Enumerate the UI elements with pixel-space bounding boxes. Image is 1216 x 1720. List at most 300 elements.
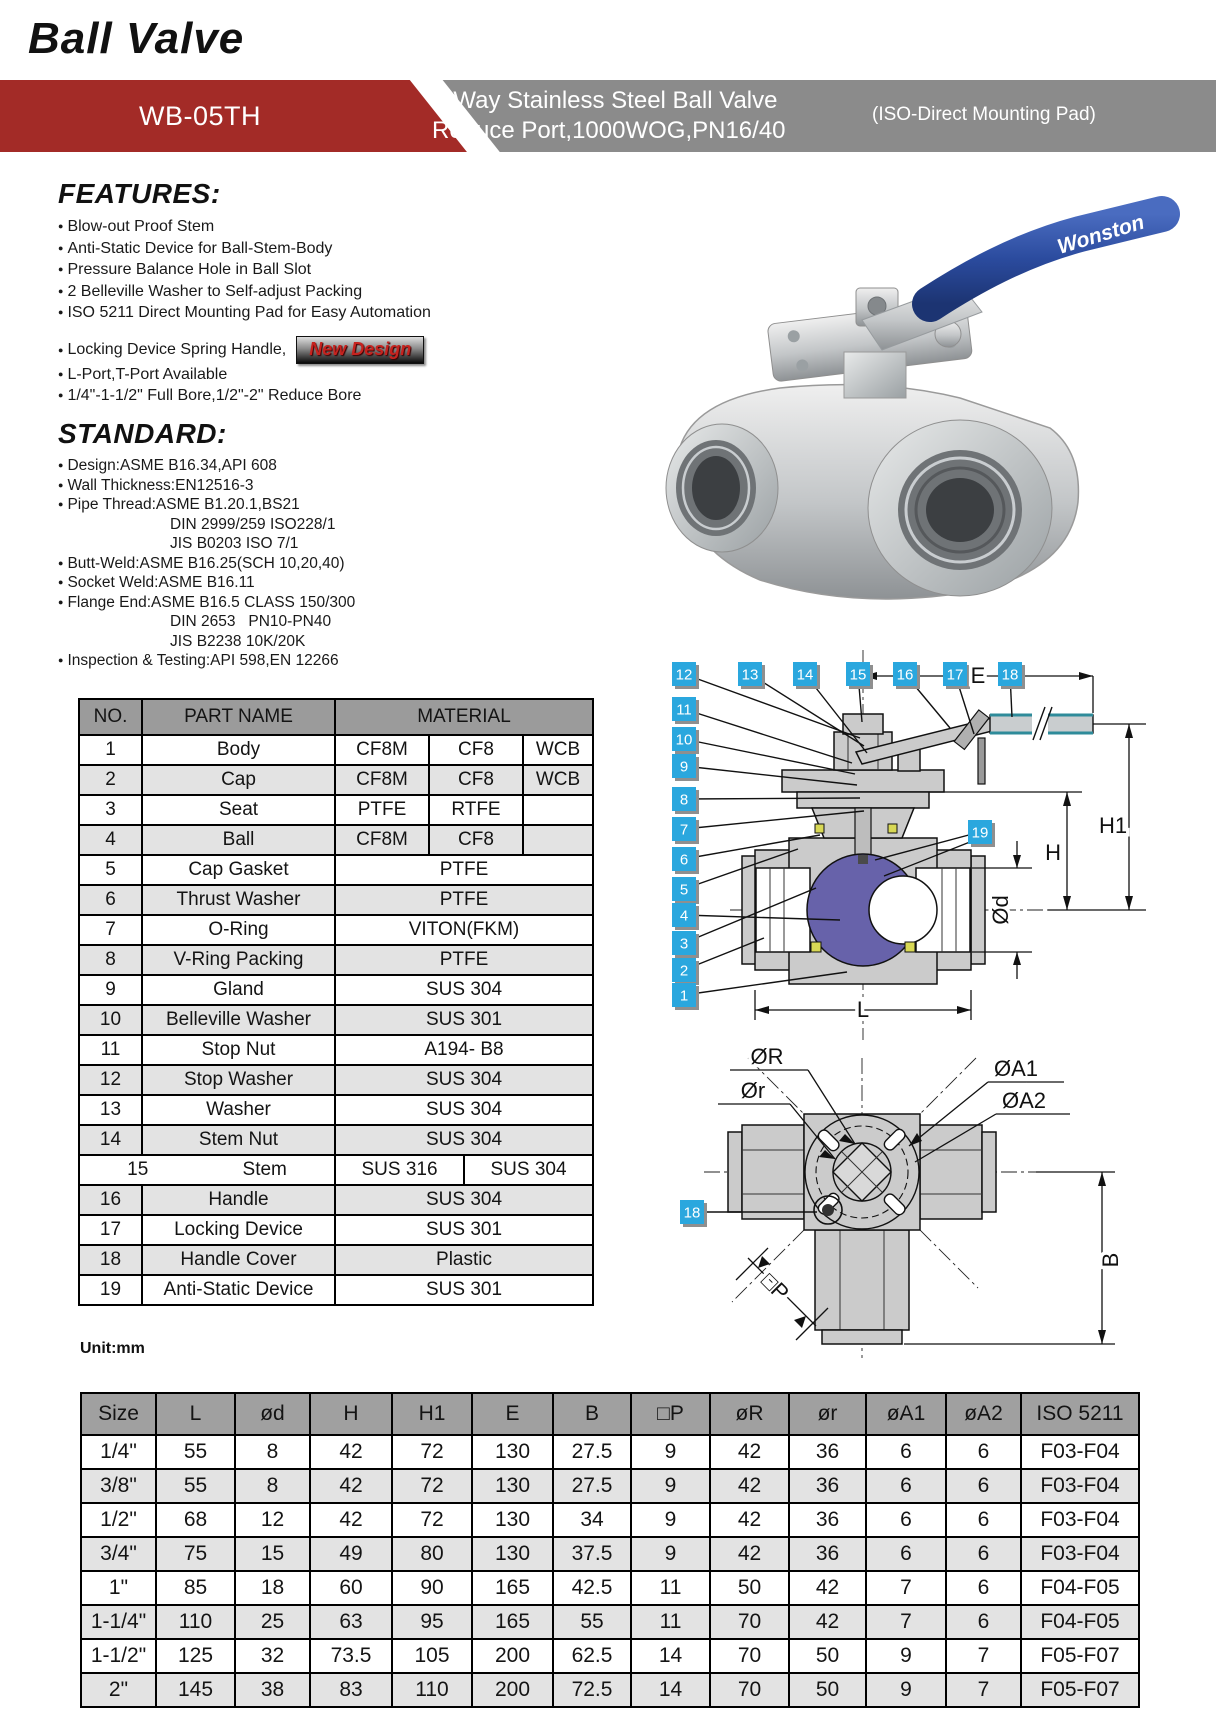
dims-cell: 6 bbox=[866, 1469, 946, 1503]
dims-header-cell: Size bbox=[81, 1393, 156, 1435]
ball-bore bbox=[869, 876, 937, 944]
diagram-callout: 9 bbox=[679, 758, 689, 776]
diagram-callout: 1 bbox=[679, 987, 689, 1005]
features-list bbox=[58, 216, 558, 324]
parts-cell: 17 bbox=[79, 1215, 142, 1245]
dims-cell: F04-F05 bbox=[1021, 1605, 1139, 1639]
parts-material-cell bbox=[335, 975, 593, 1005]
list-item: ● Blow-out Proof Stem bbox=[58, 216, 558, 238]
dims-cell: 72 bbox=[392, 1435, 472, 1469]
material-segment: Plastic bbox=[436, 1249, 492, 1270]
list-item: ● Pressure Balance Hole in Ball Slot bbox=[58, 259, 558, 281]
dims-cell: 95 bbox=[392, 1605, 472, 1639]
dims-header-cell: ISO 5211 bbox=[1021, 1393, 1139, 1435]
product-photo bbox=[630, 192, 1216, 604]
parts-material-cell bbox=[335, 765, 593, 795]
dims-cell: 63 bbox=[310, 1605, 392, 1639]
dims-cell: 80 bbox=[392, 1537, 472, 1571]
dims-cell: 7 bbox=[866, 1605, 946, 1639]
dims-cell: F05-F07 bbox=[1021, 1673, 1139, 1707]
parts-cell: 6 bbox=[79, 885, 142, 915]
dims-header-cell: H bbox=[310, 1393, 392, 1435]
parts-row bbox=[79, 1185, 593, 1215]
list-item: ● Wall Thickness:EN12516-3 bbox=[58, 476, 598, 496]
dims-cell: 1/4" bbox=[81, 1435, 156, 1469]
dims-cell: 3/4" bbox=[81, 1537, 156, 1571]
dims-cell: 9 bbox=[866, 1639, 946, 1673]
parts-material-cell bbox=[335, 1155, 593, 1185]
dims-cell: 42 bbox=[310, 1469, 392, 1503]
list-item: ● Design:ASME B16.34,API 608 bbox=[58, 456, 598, 476]
parts-header-row bbox=[79, 699, 593, 735]
dims-cell: 50 bbox=[710, 1571, 789, 1605]
parts-row bbox=[79, 945, 593, 975]
parts-row bbox=[79, 855, 593, 885]
parts-cell: 18 bbox=[79, 1245, 142, 1275]
parts-cell: 1 bbox=[79, 735, 142, 765]
material-segment: SUS 301 bbox=[425, 1219, 503, 1240]
product-description bbox=[432, 86, 786, 146]
dims-cell: 25 bbox=[235, 1605, 310, 1639]
dims-cell: 130 bbox=[472, 1537, 553, 1571]
dims-cell: 2" bbox=[81, 1673, 156, 1707]
dims-cell: 110 bbox=[156, 1605, 235, 1639]
diagram-callout: 13 bbox=[741, 666, 759, 684]
diagram-callout: 15 bbox=[849, 666, 867, 684]
diagram-callout: 7 bbox=[679, 821, 689, 839]
anti-static-device bbox=[858, 855, 868, 864]
dims-cell: 6 bbox=[866, 1537, 946, 1571]
parts-cell: 13 bbox=[79, 1095, 142, 1125]
material-segment: CF8 bbox=[428, 826, 522, 854]
parts-cell: Stop Nut bbox=[142, 1035, 335, 1065]
dimension-label: H bbox=[1045, 840, 1061, 865]
dims-cell: 145 bbox=[156, 1673, 235, 1707]
features-heading: FEATURES: bbox=[58, 178, 221, 209]
dims-cell: 72 bbox=[392, 1503, 472, 1537]
parts-cell: 15 bbox=[127, 1159, 149, 1180]
dims-header-cell: E bbox=[472, 1393, 553, 1435]
parts-cell: Seat bbox=[142, 795, 335, 825]
dims-cell: 90 bbox=[392, 1571, 472, 1605]
list-item: ● L-Port,T-Port Available bbox=[58, 364, 558, 386]
dims-cell: 70 bbox=[710, 1605, 789, 1639]
dims-cell: 200 bbox=[472, 1673, 553, 1707]
material-segment: A194- B8 bbox=[424, 1039, 504, 1060]
dims-cell: 165 bbox=[472, 1571, 553, 1605]
dims-cell: 6 bbox=[946, 1503, 1021, 1537]
dims-cell: 6 bbox=[946, 1537, 1021, 1571]
dims-row bbox=[81, 1605, 1139, 1639]
dims-row bbox=[81, 1469, 1139, 1503]
parts-cell: Handle bbox=[142, 1185, 335, 1215]
parts-row bbox=[79, 1155, 593, 1185]
parts-row bbox=[79, 975, 593, 1005]
diagram-callout: 18 bbox=[683, 1204, 701, 1222]
dims-cell: 32 bbox=[235, 1639, 310, 1673]
diagram-callout: 5 bbox=[679, 881, 689, 899]
feature-locking-row bbox=[58, 336, 558, 364]
diagram-callout: 8 bbox=[679, 791, 689, 809]
material-segment: CF8M bbox=[356, 739, 408, 760]
material-segment: PTFE bbox=[439, 889, 489, 910]
dims-cell: 9 bbox=[631, 1469, 710, 1503]
dims-cell: 50 bbox=[789, 1639, 866, 1673]
parts-cell: 12 bbox=[79, 1065, 142, 1095]
parts-cell: O-Ring bbox=[142, 915, 335, 945]
parts-row bbox=[79, 1215, 593, 1245]
diagram-callout: 19 bbox=[971, 824, 989, 842]
dims-cell: 27.5 bbox=[553, 1469, 631, 1503]
parts-cell: Gland bbox=[142, 975, 335, 1005]
dims-cell: 7 bbox=[946, 1639, 1021, 1673]
dims-row bbox=[81, 1639, 1139, 1673]
parts-material-cell bbox=[335, 945, 593, 975]
dims-cell: 14 bbox=[631, 1673, 710, 1707]
material-segment: PTFE bbox=[439, 859, 489, 880]
dims-cell: F04-F05 bbox=[1021, 1571, 1139, 1605]
dims-cell: 38 bbox=[235, 1673, 310, 1707]
dims-cell: 11 bbox=[631, 1605, 710, 1639]
parts-material-cell bbox=[335, 1215, 593, 1245]
material-segment: SUS 304 bbox=[425, 1129, 503, 1150]
parts-cell: Stem Nut bbox=[142, 1125, 335, 1155]
dims-cell: 34 bbox=[553, 1503, 631, 1537]
list-item: ● 2 Belleville Washer to Self-adjust Packing bbox=[58, 281, 558, 303]
dims-header-cell: H1 bbox=[392, 1393, 472, 1435]
dimension-label: Ør bbox=[740, 1078, 766, 1103]
dimension-label: Ød bbox=[988, 895, 1013, 925]
material-segment: SUS 301 bbox=[425, 1009, 503, 1030]
dims-cell: 110 bbox=[392, 1673, 472, 1707]
diagram-callout: 16 bbox=[896, 666, 914, 684]
dims-cell: 9 bbox=[631, 1537, 710, 1571]
list-item: ● Socket Weld:ASME B16.11 bbox=[58, 573, 598, 593]
parts-row bbox=[79, 1275, 593, 1305]
list-item: ● Butt-Weld:ASME B16.25(SCH 10,20,40) bbox=[58, 554, 598, 574]
parts-cell: 19 bbox=[79, 1275, 142, 1305]
parts-row bbox=[79, 825, 593, 855]
dims-row bbox=[81, 1571, 1139, 1605]
dims-cell: 15 bbox=[235, 1537, 310, 1571]
diagram-callout: 4 bbox=[679, 907, 689, 925]
parts-cell: Ball bbox=[142, 825, 335, 855]
diagram-callout: 18 bbox=[1001, 666, 1019, 684]
material-segment: SUS 301 bbox=[425, 1279, 503, 1300]
brand-label: Wonston bbox=[1054, 210, 1147, 259]
dims-cell: 1" bbox=[81, 1571, 156, 1605]
dims-cell: 42 bbox=[710, 1435, 789, 1469]
standard-list bbox=[58, 456, 598, 671]
dims-header-cell: øA1 bbox=[866, 1393, 946, 1435]
diagram-callout: 17 bbox=[946, 666, 964, 684]
dims-cell: 18 bbox=[235, 1571, 310, 1605]
dims-cell: 165 bbox=[472, 1605, 553, 1639]
dims-header-cell: ød bbox=[235, 1393, 310, 1435]
dims-cell: 11 bbox=[631, 1571, 710, 1605]
dims-cell: 1-1/2" bbox=[81, 1639, 156, 1673]
dims-cell: 50 bbox=[789, 1673, 866, 1707]
material-segment: CF8 bbox=[428, 736, 522, 764]
parts-material-cell bbox=[335, 1125, 593, 1155]
dims-cell: 42 bbox=[710, 1503, 789, 1537]
parts-cell: 10 bbox=[79, 1005, 142, 1035]
parts-cell: 5 bbox=[79, 855, 142, 885]
dims-cell: 68 bbox=[156, 1503, 235, 1537]
dimension-label: L bbox=[856, 997, 870, 1022]
bottom-view-diagram bbox=[612, 1040, 1216, 1410]
dims-cell: 7 bbox=[946, 1673, 1021, 1707]
dimension-label: ØA2 bbox=[1001, 1088, 1047, 1113]
list-item: ● ISO 5211 Direct Mounting Pad for Easy Automation bbox=[58, 302, 558, 324]
parts-cell: Locking Device bbox=[142, 1215, 335, 1245]
dims-cell: F03-F04 bbox=[1021, 1503, 1139, 1537]
dims-cell: F05-F07 bbox=[1021, 1639, 1139, 1673]
material-segment: PTFE bbox=[439, 949, 489, 970]
dims-cell: 130 bbox=[472, 1469, 553, 1503]
material-segment bbox=[522, 826, 592, 854]
dims-header-cell: □P bbox=[631, 1393, 710, 1435]
dims-cell: 42 bbox=[789, 1571, 866, 1605]
material-segment bbox=[522, 796, 592, 824]
dims-cell: 72.5 bbox=[553, 1673, 631, 1707]
material-segment: WCB bbox=[522, 766, 592, 794]
diagram-callout: 14 bbox=[796, 666, 814, 684]
dims-cell: 9 bbox=[866, 1673, 946, 1707]
list-item: DIN 2653 PN10-PN40 bbox=[170, 613, 332, 630]
dims-cell: 62.5 bbox=[553, 1639, 631, 1673]
dims-cell: 14 bbox=[631, 1639, 710, 1673]
parts-cell: Handle Cover bbox=[142, 1245, 335, 1275]
material-segment: SUS 316 bbox=[361, 1159, 438, 1180]
dims-cell: 12 bbox=[235, 1503, 310, 1537]
parts-cell: 3 bbox=[79, 795, 142, 825]
dims-cell: 72 bbox=[392, 1469, 472, 1503]
dims-cell: 6 bbox=[946, 1571, 1021, 1605]
parts-cell: Stop Washer bbox=[142, 1065, 335, 1095]
diagram-callout: 11 bbox=[676, 701, 692, 719]
dims-cell: 85 bbox=[156, 1571, 235, 1605]
features-section bbox=[58, 178, 558, 407]
material-segment: VITON(FKM) bbox=[408, 919, 520, 940]
parts-row bbox=[79, 765, 593, 795]
dimensions-header-row bbox=[81, 1393, 1139, 1435]
parts-row bbox=[79, 1065, 593, 1095]
dims-cell: 125 bbox=[156, 1639, 235, 1673]
list-item: ● Inspection & Testing:API 598,EN 12266 bbox=[58, 651, 598, 671]
parts-cell: 7 bbox=[79, 915, 142, 945]
parts-row bbox=[79, 1125, 593, 1155]
material-segment: CF8 bbox=[428, 766, 522, 794]
parts-row bbox=[79, 1005, 593, 1035]
parts-row bbox=[79, 795, 593, 825]
valve-neck bbox=[844, 352, 906, 398]
dims-cell: 55 bbox=[553, 1605, 631, 1639]
dims-cell: 9 bbox=[631, 1435, 710, 1469]
product-line1: 3-Way Stainless Steel Ball Valve bbox=[432, 87, 778, 114]
dims-header-cell: B bbox=[553, 1393, 631, 1435]
parts-material-cell bbox=[335, 1275, 593, 1305]
features-list-2 bbox=[58, 364, 558, 407]
parts-row bbox=[79, 915, 593, 945]
new-design-badge: New Design bbox=[296, 336, 424, 364]
parts-material-cell bbox=[335, 1005, 593, 1035]
dims-cell: 6 bbox=[866, 1503, 946, 1537]
dims-cell: 7 bbox=[866, 1571, 946, 1605]
dims-cell: 42 bbox=[310, 1435, 392, 1469]
parts-material-cell bbox=[335, 1065, 593, 1095]
parts-row bbox=[79, 1245, 593, 1275]
standard-section bbox=[58, 418, 598, 671]
dims-header-cell: øR bbox=[710, 1393, 789, 1435]
locking-pin bbox=[978, 738, 985, 784]
dims-cell: 36 bbox=[789, 1469, 866, 1503]
dims-cell: 36 bbox=[789, 1503, 866, 1537]
feature-locking-label: ● Locking Device Spring Handle, bbox=[67, 340, 287, 358]
dims-cell: 83 bbox=[310, 1673, 392, 1707]
dims-cell: 73.5 bbox=[310, 1639, 392, 1673]
dims-header-cell: øA2 bbox=[946, 1393, 1021, 1435]
dims-cell: 8 bbox=[235, 1435, 310, 1469]
parts-cell: Anti-Static Device bbox=[142, 1275, 335, 1305]
list-item: DIN 2999/259 ISO228/1 bbox=[170, 515, 336, 533]
diagram-callout: 12 bbox=[675, 666, 693, 684]
dims-row bbox=[81, 1435, 1139, 1469]
dims-cell: 6 bbox=[946, 1469, 1021, 1503]
parts-cell: Body bbox=[142, 735, 335, 765]
dimension-label: E bbox=[970, 663, 986, 688]
parts-material-cell bbox=[335, 1185, 593, 1215]
dims-cell: 27.5 bbox=[553, 1435, 631, 1469]
unit-label: Unit:mm bbox=[80, 1340, 145, 1357]
dims-cell: 1-1/4" bbox=[81, 1605, 156, 1639]
parts-row bbox=[79, 885, 593, 915]
parts-material-cell bbox=[335, 915, 593, 945]
parts-cell: V-Ring Packing bbox=[142, 945, 335, 975]
dims-row bbox=[81, 1503, 1139, 1537]
parts-cell: Stem bbox=[242, 1159, 287, 1180]
parts-row bbox=[79, 735, 593, 765]
dims-cell: 6 bbox=[866, 1435, 946, 1469]
list-item: ● Flange End:ASME B16.5 CLASS 150/300 bbox=[58, 593, 598, 613]
material-segment: RTFE bbox=[428, 796, 522, 824]
dimensions-table bbox=[80, 1392, 1140, 1708]
parts-material-cell bbox=[335, 795, 593, 825]
parts-row bbox=[79, 1095, 593, 1125]
parts-cell: 4 bbox=[79, 825, 142, 855]
diagram-callout: 3 bbox=[679, 935, 689, 953]
list-item: ● 1/4"-1-1/2" Full Bore,1/2"-2" Reduce Bore bbox=[58, 385, 558, 407]
material-segment: WCB bbox=[522, 736, 592, 764]
parts-material-cell bbox=[335, 825, 593, 855]
material-segment: SUS 304 bbox=[425, 979, 503, 1000]
dims-cell: F03-F04 bbox=[1021, 1469, 1139, 1503]
dims-cell: 36 bbox=[789, 1537, 866, 1571]
parts-cell: 14 bbox=[79, 1125, 142, 1155]
material-segment: SUS 304 bbox=[425, 1189, 503, 1210]
parts-col-name: PART NAME bbox=[142, 699, 335, 735]
parts-cell: Thrust Washer bbox=[142, 885, 335, 915]
front-bore-dark bbox=[926, 478, 994, 542]
dimension-label: ØA1 bbox=[993, 1056, 1039, 1081]
parts-material-cell bbox=[335, 1035, 593, 1065]
dims-cell: 42 bbox=[789, 1605, 866, 1639]
dims-cell: 70 bbox=[710, 1639, 789, 1673]
parts-cell: Washer bbox=[142, 1095, 335, 1125]
material-segment: SUS 304 bbox=[463, 1156, 592, 1184]
dimension-label: □P bbox=[756, 1267, 795, 1306]
parts-material-cell bbox=[335, 735, 593, 765]
dims-cell: 42 bbox=[310, 1503, 392, 1537]
list-item: ● Pipe Thread:ASME B1.20.1,BS21 bbox=[58, 495, 598, 515]
dims-cell: 55 bbox=[156, 1469, 235, 1503]
dims-header-cell: ør bbox=[789, 1393, 866, 1435]
dims-cell: F03-F04 bbox=[1021, 1537, 1139, 1571]
dims-cell: F03-F04 bbox=[1021, 1435, 1139, 1469]
dims-cell: 6 bbox=[946, 1605, 1021, 1639]
dims-row bbox=[81, 1673, 1139, 1707]
list-item: JIS B0203 ISO 7/1 bbox=[170, 535, 299, 552]
product-note: (ISO-Direct Mounting Pad) bbox=[872, 104, 1096, 125]
dims-cell: 9 bbox=[631, 1503, 710, 1537]
list-item: JIS B2238 10K/20K bbox=[170, 632, 306, 650]
standard-heading: STANDARD: bbox=[58, 418, 227, 449]
dims-cell: 1/2" bbox=[81, 1503, 156, 1537]
diagram-callout: 6 bbox=[679, 851, 689, 869]
dimension-label: B bbox=[1098, 1252, 1123, 1268]
dims-cell: 8 bbox=[235, 1469, 310, 1503]
diagram-callout: 2 bbox=[679, 962, 689, 980]
parts-table bbox=[78, 698, 594, 1306]
dims-cell: 3/8" bbox=[81, 1469, 156, 1503]
parts-cell: Belleville Washer bbox=[142, 1005, 335, 1035]
left-bore-dark bbox=[692, 456, 740, 520]
material-segment: PTFE bbox=[357, 799, 407, 820]
material-segment: SUS 304 bbox=[425, 1069, 503, 1090]
page-title: Ball Valve bbox=[28, 14, 245, 63]
diagram-callout: 10 bbox=[675, 731, 693, 749]
parts-cell: Cap bbox=[142, 765, 335, 795]
dims-cell: 130 bbox=[472, 1503, 553, 1537]
dims-cell: 75 bbox=[156, 1537, 235, 1571]
material-segment: SUS 304 bbox=[425, 1099, 503, 1120]
dims-cell: 200 bbox=[472, 1639, 553, 1673]
dims-cell: 42 bbox=[710, 1469, 789, 1503]
parts-cell: 16 bbox=[79, 1185, 142, 1215]
dimension-label: H1 bbox=[1098, 813, 1128, 838]
dims-cell: 70 bbox=[710, 1673, 789, 1707]
parts-cell: 9 bbox=[79, 975, 142, 1005]
header-banner bbox=[0, 80, 1216, 152]
dims-cell: 49 bbox=[310, 1537, 392, 1571]
parts-material-cell bbox=[335, 855, 593, 885]
list-item: ● Anti-Static Device for Ball-Stem-Body bbox=[58, 238, 558, 260]
dims-cell: 130 bbox=[472, 1435, 553, 1469]
parts-col-material: MATERIAL bbox=[335, 699, 593, 735]
dims-cell: 60 bbox=[310, 1571, 392, 1605]
dims-cell: 105 bbox=[392, 1639, 472, 1673]
parts-material-cell bbox=[335, 1095, 593, 1125]
dims-cell: 42.5 bbox=[553, 1571, 631, 1605]
parts-material-cell bbox=[335, 1245, 593, 1275]
dimension-label: ØR bbox=[750, 1044, 784, 1069]
parts-cell: 2 bbox=[79, 765, 142, 795]
dims-cell: 55 bbox=[156, 1435, 235, 1469]
model-number: WB-05TH bbox=[138, 100, 261, 131]
product-line2: Reduce Port,1000WOG,PN16/40 bbox=[432, 117, 786, 144]
dims-cell: 37.5 bbox=[553, 1537, 631, 1571]
parts-material-cell bbox=[335, 885, 593, 915]
